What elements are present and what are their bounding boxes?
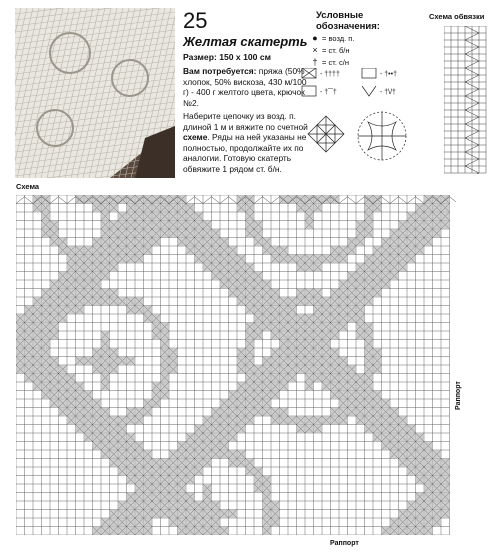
- legend-label: = ст. с/н: [322, 57, 349, 67]
- legend-item-sc: [308, 44, 418, 56]
- legend-item-chain: [308, 32, 418, 44]
- legend-item-dc: [308, 56, 418, 68]
- svg-text:- †‾‾†: - †‾‾†: [320, 89, 337, 96]
- sc-symbol-icon: ×: [312, 45, 318, 55]
- svg-text:- †••†: - †••†: [380, 71, 397, 78]
- scheme-title: Схема: [16, 182, 40, 191]
- edge-scheme-title: Схема обвязки: [429, 12, 485, 21]
- materials-text: пряжа (50% хлопок, 50% вискоза, 430 м/100 г) - 400 г желтого цвета, крючок №2.: [183, 66, 307, 108]
- chain-symbol-icon: ●: [312, 33, 318, 43]
- instructions-part2: . Ряды на ней указаны не полностью, продолжайте их по аналогии. Готовую скатерть обвяжите 1 рядом ст. б/н.: [183, 132, 307, 174]
- materials-label: Вам потребуется:: [183, 66, 257, 76]
- project-number: 25: [183, 8, 208, 33]
- legend: [308, 10, 418, 96]
- instructions-part1: Наберите цепочку из возд. п. длиной 1 м и вяжите по счетной: [183, 111, 308, 132]
- materials: [183, 66, 308, 108]
- main-scheme-chart: [16, 195, 456, 540]
- size-label: Размер: 150 x 100 см: [183, 52, 271, 62]
- legend-diagrams: [300, 68, 420, 208]
- legend-label: = ст. б/н: [322, 45, 350, 55]
- rapport-vertical-label: Раппорт: [455, 381, 462, 410]
- tablecloth-photo: [15, 8, 175, 178]
- svg-text:- †\/†: - †\/†: [380, 89, 396, 96]
- project-info: [183, 10, 308, 174]
- svg-text:- ††††: - ††††: [320, 71, 340, 78]
- instructions: [183, 111, 308, 174]
- rapport-horizontal-label: Раппорт: [330, 540, 359, 547]
- edge-scheme-chart: [444, 26, 490, 179]
- edge-grid: [444, 26, 486, 174]
- instructions-bold: схеме: [183, 132, 208, 142]
- project-title: Желтая скатерть: [183, 34, 308, 49]
- legend-label: = возд. п.: [322, 33, 355, 43]
- dc-symbol-icon: †: [312, 57, 318, 67]
- legend-title: Условные обозначения:: [316, 10, 380, 32]
